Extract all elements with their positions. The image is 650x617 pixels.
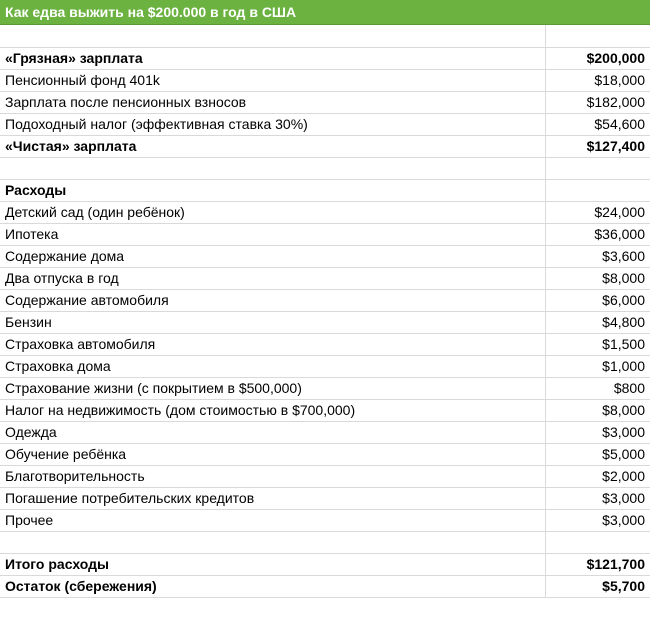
expense-row xyxy=(0,311,650,333)
income-total-row xyxy=(0,47,650,69)
label-cell[interactable]: Бензин xyxy=(0,311,545,333)
label-cell[interactable]: «Грязная» зарплата xyxy=(0,47,545,69)
empty-row xyxy=(0,531,650,553)
label-cell[interactable]: Детский сад (один ребёнок) xyxy=(0,201,545,223)
label-cell[interactable]: Погашение потребительских кредитов xyxy=(0,487,545,509)
sheet-title[interactable]: Как едва выжить на $200.000 в год в США xyxy=(0,0,650,25)
label-cell[interactable]: «Чистая» зарплата xyxy=(0,135,545,157)
label-cell[interactable]: Остаток (сбережения) xyxy=(0,575,545,597)
label-cell[interactable]: Страхование жизни (с покрытием в $500,000) xyxy=(0,377,545,399)
label-cell[interactable]: Ипотека xyxy=(0,223,545,245)
empty-cell[interactable] xyxy=(0,531,545,553)
value-cell[interactable]: $8,000 xyxy=(545,267,650,289)
empty-cell[interactable] xyxy=(0,157,545,179)
expense-row xyxy=(0,223,650,245)
income-row xyxy=(0,91,650,113)
value-cell[interactable]: $121,700 xyxy=(545,553,650,575)
value-cell[interactable]: $3,000 xyxy=(545,487,650,509)
label-cell[interactable]: Одежда xyxy=(0,421,545,443)
value-cell[interactable]: $8,000 xyxy=(545,399,650,421)
income-row xyxy=(0,113,650,135)
label-cell[interactable]: Расходы xyxy=(0,179,545,201)
label-cell[interactable]: Пенсионный фонд 401k xyxy=(0,69,545,91)
label-cell[interactable]: Подоходный налог (эффективная ставка 30%) xyxy=(0,113,545,135)
income-total-row xyxy=(0,135,650,157)
value-cell[interactable] xyxy=(545,179,650,201)
total-row xyxy=(0,553,650,575)
expense-row xyxy=(0,289,650,311)
empty-row xyxy=(0,157,650,179)
value-cell[interactable]: $127,400 xyxy=(545,135,650,157)
empty-cell[interactable] xyxy=(545,25,650,47)
label-cell[interactable]: Зарплата после пенсионных взносов xyxy=(0,91,545,113)
expenses-heading-row xyxy=(0,179,650,201)
value-cell[interactable]: $2,000 xyxy=(545,465,650,487)
label-cell[interactable]: Обучение ребёнка xyxy=(0,443,545,465)
expense-row xyxy=(0,421,650,443)
expense-row xyxy=(0,465,650,487)
value-cell[interactable]: $3,000 xyxy=(545,421,650,443)
expense-row xyxy=(0,509,650,531)
label-cell[interactable]: Прочее xyxy=(0,509,545,531)
value-cell[interactable]: $3,600 xyxy=(545,245,650,267)
value-cell[interactable]: $6,000 xyxy=(545,289,650,311)
expense-row xyxy=(0,201,650,223)
empty-cell[interactable] xyxy=(0,25,545,47)
label-cell[interactable]: Содержание автомобиля xyxy=(0,289,545,311)
value-cell[interactable]: $1,000 xyxy=(545,355,650,377)
value-cell[interactable]: $5,700 xyxy=(545,575,650,597)
value-cell[interactable]: $4,800 xyxy=(545,311,650,333)
empty-cell[interactable] xyxy=(545,531,650,553)
label-cell[interactable]: Два отпуска в год xyxy=(0,267,545,289)
label-cell[interactable]: Страховка дома xyxy=(0,355,545,377)
label-cell[interactable]: Итого расходы xyxy=(0,553,545,575)
expense-row xyxy=(0,333,650,355)
expense-row xyxy=(0,355,650,377)
income-row xyxy=(0,69,650,91)
value-cell[interactable]: $5,000 xyxy=(545,443,650,465)
label-cell[interactable]: Благотворительность xyxy=(0,465,545,487)
value-cell[interactable]: $200,000 xyxy=(545,47,650,69)
label-cell[interactable]: Содержание дома xyxy=(0,245,545,267)
value-cell[interactable]: $3,000 xyxy=(545,509,650,531)
value-cell[interactable]: $18,000 xyxy=(545,69,650,91)
label-cell[interactable]: Страховка автомобиля xyxy=(0,333,545,355)
value-cell[interactable]: $1,500 xyxy=(545,333,650,355)
value-cell[interactable]: $36,000 xyxy=(545,223,650,245)
empty-row xyxy=(0,25,650,47)
budget-table xyxy=(0,25,650,598)
expense-row xyxy=(0,245,650,267)
expense-row xyxy=(0,267,650,289)
expense-row xyxy=(0,443,650,465)
expense-row xyxy=(0,487,650,509)
expense-row xyxy=(0,399,650,421)
value-cell[interactable]: $182,000 xyxy=(545,91,650,113)
label-cell[interactable]: Налог на недвижимость (дом стоимостью в $700,000) xyxy=(0,399,545,421)
expense-row xyxy=(0,377,650,399)
empty-cell[interactable] xyxy=(545,157,650,179)
value-cell[interactable]: $800 xyxy=(545,377,650,399)
total-row xyxy=(0,575,650,597)
value-cell[interactable]: $24,000 xyxy=(545,201,650,223)
value-cell[interactable]: $54,600 xyxy=(545,113,650,135)
